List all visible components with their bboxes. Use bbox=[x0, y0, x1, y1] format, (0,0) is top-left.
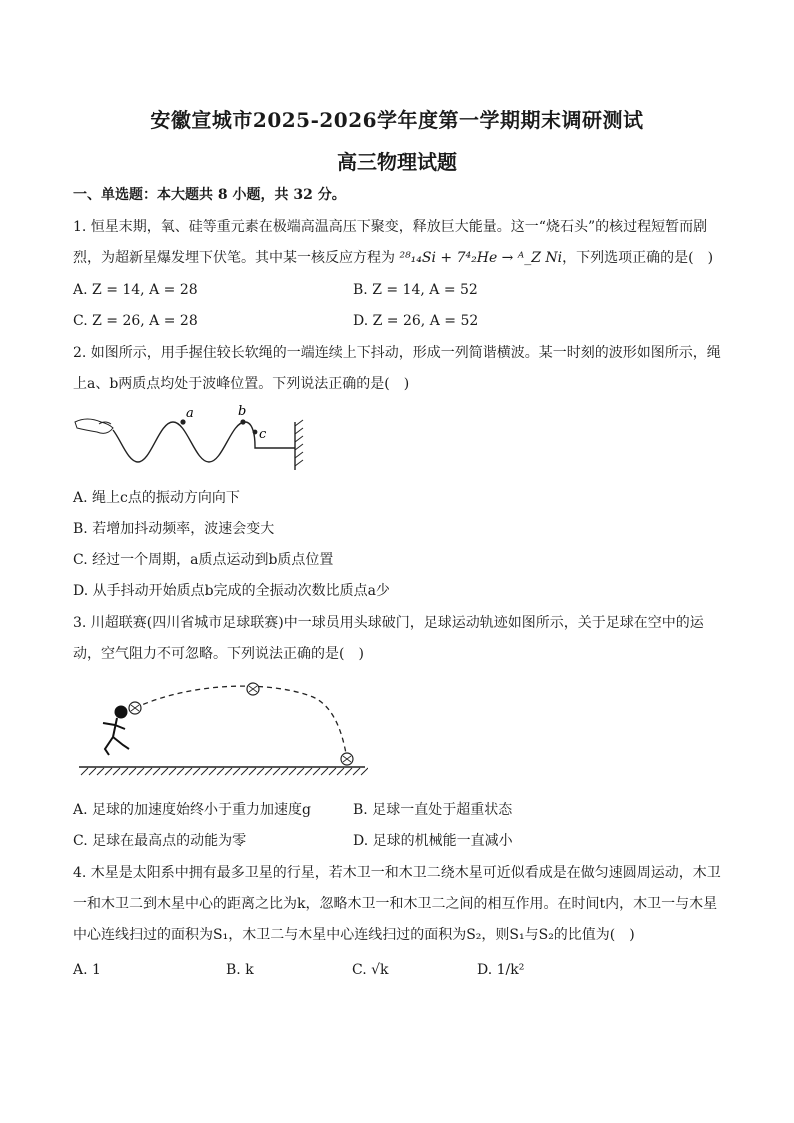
ground-hatch bbox=[81, 768, 88, 775]
q2-line-2: 上a、b两质点均处于波峰位置。下列说法正确的是( ) bbox=[73, 376, 410, 392]
q4-option-a[interactable]: A. 1 bbox=[73, 962, 101, 978]
q4-option-b[interactable]: B. k bbox=[226, 962, 254, 978]
ground-hatch bbox=[137, 768, 144, 775]
q4-line-1: 4. 木星是太阳系中拥有最多卫星的行星，若木卫一和木卫二绕木星可近似看成是在做匀速圆周运动，木卫 bbox=[73, 865, 721, 881]
point-b bbox=[240, 419, 245, 424]
ground-hatch bbox=[145, 768, 152, 775]
hand-drawing bbox=[75, 419, 113, 433]
q3-option-b[interactable]: B. 足球一直处于超重状态 bbox=[353, 802, 513, 818]
ground-hatch bbox=[185, 768, 192, 775]
q3-line-1: 3. 川超联赛(四川省城市足球联赛)中一球员用头球破门，足球运动轨迹如图所示，关于足球在空中的运 bbox=[73, 615, 704, 631]
ground-hatch bbox=[209, 768, 216, 775]
q1-line-2-text: 烈，为超新星爆发埋下伏笔。其中某一核反应方程为 bbox=[73, 250, 400, 266]
ground-hatch bbox=[177, 768, 184, 775]
wave-figure bbox=[73, 400, 313, 475]
q2-option-b[interactable]: B. 若增加抖动频率，波速会变大 bbox=[73, 521, 275, 537]
ground-hatch bbox=[313, 768, 320, 775]
exam-title: 安徽宣城市2025-2026学年度第一学期期末调研测试 bbox=[150, 108, 644, 132]
ground-hatch bbox=[289, 768, 296, 775]
ground-hatch bbox=[201, 768, 208, 775]
ground-hatch bbox=[161, 768, 168, 775]
ground-hatch bbox=[329, 768, 336, 775]
ground-hatch bbox=[305, 768, 312, 775]
football-figure bbox=[73, 675, 368, 780]
q2-option-d[interactable]: D. 从手抖动开始质点b完成的全振动次数比质点a少 bbox=[73, 583, 390, 599]
ground-hatch bbox=[169, 768, 176, 775]
ground-hatch bbox=[121, 768, 128, 775]
ground-hatch bbox=[345, 768, 352, 775]
q2-option-c[interactable]: C. 经过一个周期，a质点运动到b质点位置 bbox=[73, 552, 334, 568]
ground-hatch bbox=[241, 768, 248, 775]
ground-hatch bbox=[273, 768, 280, 775]
ground-hatch bbox=[321, 768, 328, 775]
q1-line-2 bbox=[73, 249, 713, 267]
q1-line-1: 1. 恒星末期，氧、硅等重元素在极端高温高压下聚变，释放巨大能量。这一“烧石头”的核过程短暂而剧 bbox=[73, 219, 708, 235]
section-heading: 一、单选题：本大题共 8 小题，共 32 分。 bbox=[73, 187, 346, 203]
q1-option-a[interactable]: A. Z = 14, A = 28 bbox=[73, 282, 198, 298]
q1-line-2-tail: ，下列选项正确的是( ) bbox=[562, 250, 714, 266]
q2-line-1: 2. 如图所示，用手握住较长软绳的一端连续上下抖动，形成一列简谐横波。某一时刻的波形如图所示，绳 bbox=[73, 345, 721, 361]
ground-hatch bbox=[257, 768, 264, 775]
q1-option-b[interactable]: B. Z = 14, A = 52 bbox=[353, 282, 478, 298]
ground-hatch bbox=[249, 768, 256, 775]
trajectory bbox=[135, 686, 347, 759]
ground-hatch bbox=[353, 768, 360, 775]
q3-option-d[interactable]: D. 足球的机械能一直减小 bbox=[353, 833, 513, 849]
q4-line-3: 中心连线扫过的面积为S₁，木卫二与木星中心连线扫过的面积为S₂，则S₁与S₂的比值为( ) bbox=[73, 927, 635, 943]
ground-hatch bbox=[337, 768, 344, 775]
ground-hatch bbox=[153, 768, 160, 775]
ball-top bbox=[247, 683, 259, 695]
q2-option-a[interactable]: A. 绳上c点的振动方向向下 bbox=[73, 490, 240, 506]
label-b: b bbox=[238, 404, 247, 419]
q1-equation: ²⁸₁₄Si + 7⁴₂He → ᴬ_Z Ni bbox=[399, 250, 563, 266]
player-figure bbox=[103, 706, 129, 756]
q4-option-d[interactable]: D. 1/k² bbox=[477, 962, 525, 978]
ground-hatch bbox=[265, 768, 272, 775]
ground-hatch bbox=[97, 768, 104, 775]
q4-line-2: 一和木卫二到木星中心的距离之比为k，忽略木卫一和木卫二之间的相互作用。在时间t内，木卫一与木星 bbox=[73, 896, 718, 912]
ball-start bbox=[129, 702, 141, 714]
q1-option-d[interactable]: D. Z = 26, A = 52 bbox=[353, 313, 479, 329]
q3-option-a[interactable]: A. 足球的加速度始终小于重力加速度g bbox=[73, 802, 311, 818]
ground-hatch bbox=[105, 768, 112, 775]
ground-hatch bbox=[233, 768, 240, 775]
ground-hatch bbox=[225, 768, 232, 775]
ground-hatch bbox=[89, 768, 96, 775]
ground-hatch bbox=[129, 768, 136, 775]
q3-option-c[interactable]: C. 足球在最高点的动能为零 bbox=[73, 833, 247, 849]
q1-option-c[interactable]: C. Z = 26, A = 28 bbox=[73, 313, 198, 329]
label-c: c bbox=[259, 427, 267, 442]
wave-curve bbox=[113, 422, 295, 462]
ground-hatch bbox=[193, 768, 200, 775]
point-c bbox=[253, 430, 258, 435]
label-a: a bbox=[186, 406, 194, 421]
ground-hatch bbox=[217, 768, 224, 775]
ground-hatch bbox=[281, 768, 288, 775]
ground-hatch bbox=[297, 768, 304, 775]
exam-subtitle: 高三物理试题 bbox=[337, 150, 457, 174]
q3-line-2: 动，空气阻力不可忽略。下列说法正确的是( ) bbox=[73, 646, 364, 662]
point-a bbox=[180, 419, 185, 424]
q4-option-c[interactable]: C. √k bbox=[352, 962, 389, 978]
ball-end bbox=[341, 753, 353, 765]
ground-hatch bbox=[113, 768, 120, 775]
ground-hatch bbox=[361, 768, 368, 775]
